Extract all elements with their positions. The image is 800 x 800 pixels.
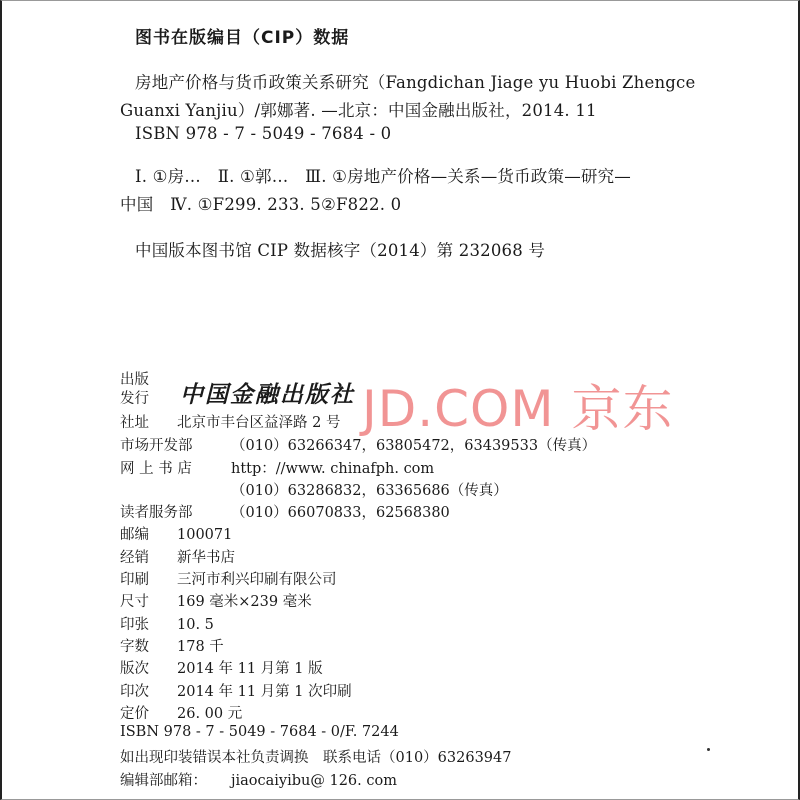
detail-row (120, 702, 242, 723)
detail-value: 2014 年 11 月第 1 版 (177, 661, 323, 677)
jd-watermark: JD.COM 京东 (362, 380, 674, 438)
publisher-label (120, 371, 160, 409)
publisher-logo: 中国金融出版社 (180, 382, 355, 408)
detail-value: 新华书店 (177, 550, 235, 566)
publisher-label-line2: 发行 (120, 391, 149, 407)
detail-row (120, 746, 511, 767)
cip-record-number: 中国版本图书馆 CIP 数据核字（2014）第 232068 号 (135, 241, 546, 260)
detail-value: jiaocaiyibu@ 126. com (231, 773, 397, 789)
detail-label: 尺寸 (120, 594, 149, 610)
detail-label: 邮编 (120, 527, 149, 543)
detail-row (120, 434, 596, 455)
detail-value: ISBN 978 - 7 - 5049 - 7684 - 0/F. 7244 (120, 724, 399, 740)
cip-title-line-cont: Guanxi Yanjiu）/郭娜著. —北京：中国金融出版社，2014. 11 (120, 101, 597, 120)
detail-row (120, 546, 235, 567)
detail-label: 印次 (120, 684, 149, 700)
detail-row (120, 568, 337, 589)
detail-label: 编辑部邮箱： (120, 773, 207, 789)
detail-value: 26. 00 元 (177, 706, 243, 722)
detail-label: 社址 (120, 415, 149, 431)
detail-value: （010）63286832，63365686（传真） (231, 483, 508, 499)
detail-label: 印刷 (120, 572, 149, 588)
detail-row (120, 724, 399, 740)
detail-row (120, 769, 397, 790)
detail-value: 如出现印装错误本社负责调换 联系电话（010）63263947 (120, 750, 512, 766)
detail-value: 北京市丰台区益泽路 2 号 (177, 415, 341, 431)
detail-value: 三河市利兴印刷有限公司 (177, 572, 337, 588)
cip-title-line: 房地产价格与货币政策关系研究（Fangdichan Jiage yu Huobi Zhengce (135, 73, 696, 92)
detail-label: 印张 (120, 617, 149, 633)
detail-row (120, 457, 434, 478)
detail-row (120, 590, 312, 611)
detail-label: 版次 (120, 661, 149, 677)
detail-label: 网 上 书 店 (120, 461, 192, 477)
detail-row (120, 635, 224, 656)
detail-label: 市场开发部 (120, 438, 193, 454)
detail-row (120, 411, 340, 432)
detail-value: 10. 5 (177, 617, 214, 633)
detail-row (120, 680, 352, 701)
detail-value: 100071 (177, 527, 233, 543)
detail-row (120, 523, 232, 544)
detail-row (120, 657, 323, 678)
detail-value: （010）66070833，62568380 (231, 505, 450, 521)
detail-value: 169 毫米×239 毫米 (177, 594, 312, 610)
detail-row (120, 613, 214, 634)
detail-label: 字数 (120, 639, 149, 655)
detail-value: （010）63266347，63805472，63439533（传真） (231, 438, 597, 454)
dot-mark (707, 748, 710, 751)
cip-heading: 图书在版编目（CIP）数据 (135, 28, 350, 48)
publisher-label-line1: 出版 (120, 372, 149, 388)
detail-row (120, 501, 450, 522)
detail-value: 178 千 (177, 639, 224, 655)
detail-label: 读者服务部 (120, 505, 193, 521)
cip-classification: Ⅰ. ①房… Ⅱ. ①郭… Ⅲ. ①房地产价格—关系—货币政策—研究— (135, 167, 631, 186)
detail-value: http：//www. chinafph. com (231, 461, 435, 477)
cip-classification-cont: 中国 Ⅳ. ①F299. 233. 5②F822. 0 (120, 195, 402, 214)
detail-row (231, 479, 508, 500)
detail-label: 定价 (120, 706, 149, 722)
detail-label: 经销 (120, 550, 149, 566)
detail-value: 2014 年 11 月第 1 次印刷 (177, 684, 352, 700)
cip-isbn: ISBN 978 - 7 - 5049 - 7684 - 0 (135, 124, 392, 143)
